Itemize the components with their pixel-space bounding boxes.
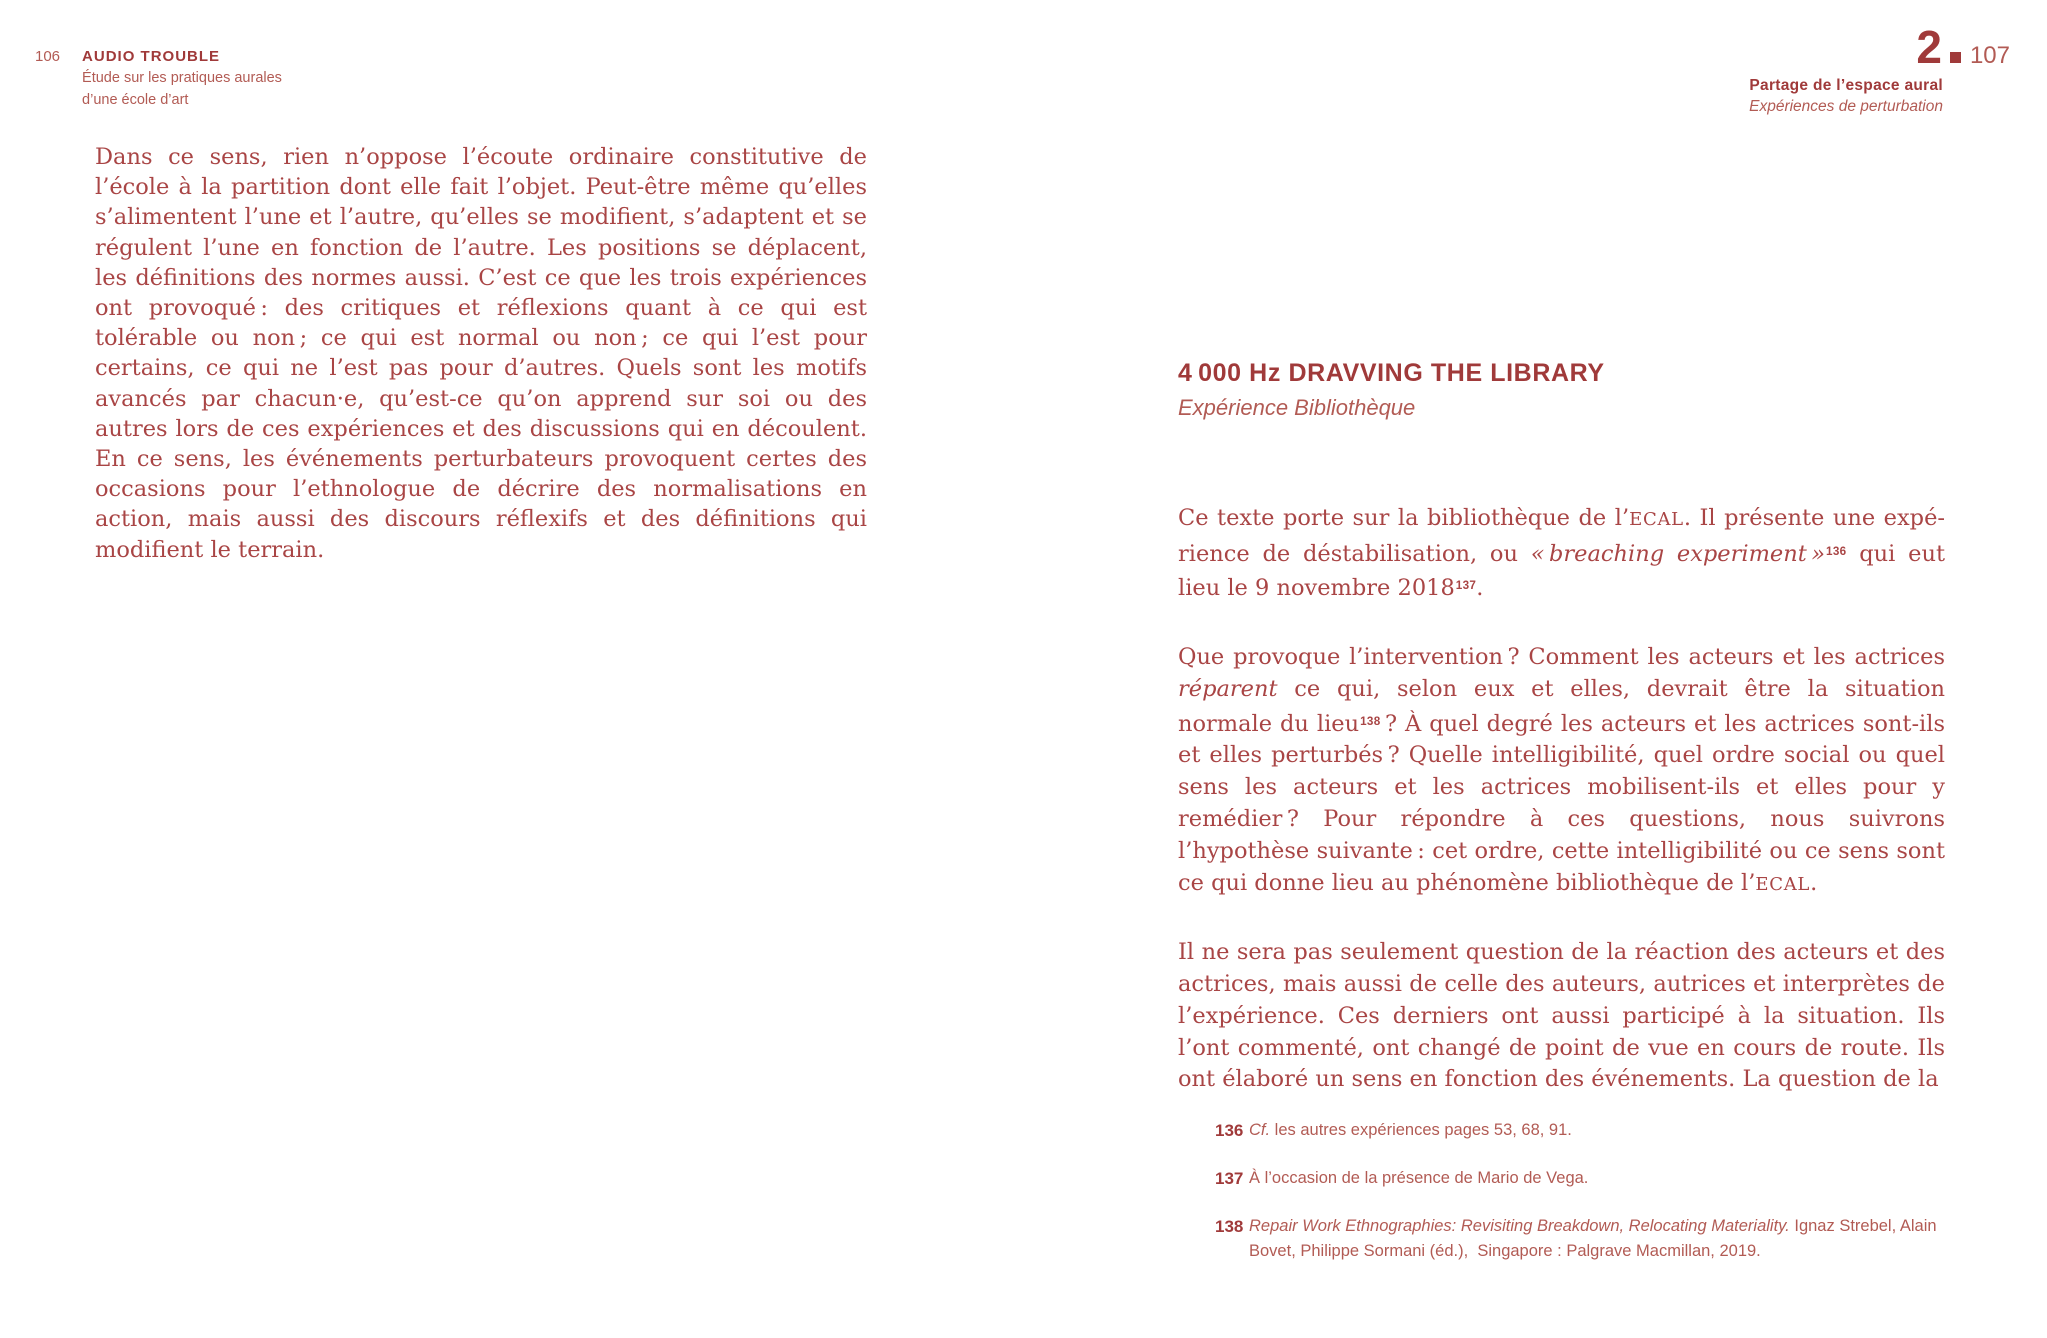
footnote-number: 136 xyxy=(1215,1121,1244,1140)
left-page-number: 106 xyxy=(35,48,61,65)
book-subtitle-line-1: Étude sur les pratiques aurales xyxy=(82,70,282,86)
footnote-138 xyxy=(1215,1214,1955,1264)
footnote-text: Cf. les autres expériences pages 53, 68, 91. xyxy=(1249,1121,1572,1139)
left-header-text xyxy=(82,48,282,110)
chapter-subtitle: Expériences de perturbation xyxy=(1749,98,1943,115)
footnote-text: À l’occasion de la présence de Mario de Vega. xyxy=(1249,1169,1589,1187)
footnotes xyxy=(1215,1118,1955,1287)
right-page-number: 107 xyxy=(1969,42,2010,69)
chapter-title: Partage de l’espace aural xyxy=(1749,77,1943,94)
section-heading: 4 000 Hz DRAVVING THE LIBRARY xyxy=(1178,359,1605,387)
footnote-number: 138 xyxy=(1215,1217,1244,1236)
footnote-137 xyxy=(1215,1166,1955,1191)
left-running-header xyxy=(35,48,282,110)
left-page-paragraph: Dans ce sens, rien n’oppose l’écoute ordinaire constitutive de l’école à la partition dont elle fait l’objet. Peut-être même qu’elles s’alimentent l’une et l’autre, qu’elles se modifient, s’adaptent et se régulent l’une en fonction de l’autre. Les positions se déplacent, les définitions des normes aussi. C’est ce que les trois expériences ont provoqué : des critiques et réflexions quant à ce qui est tolérable ou non ; ce qui est normal ou non ; ce qui l’est pour certains, ce qui ne l’est pas pour d’autres. Quels sont les motifs avancés par chacun·e, qu’est-ce qu’on apprend sur soi ou des autres lors de ces expériences et des discussions qui en découlent. En ce sens, les événements perturbateurs provoquent certes des occasions pour l’ethnologue de décrire des normalisations en action, mais aussi des discours réflexifs et des définitions qui modifient le terrain. xyxy=(95,144,867,563)
footnote-136 xyxy=(1215,1118,1955,1143)
right-page-body xyxy=(1178,503,1945,1133)
right-paragraph-2: Que provoque l’intervention ? Comment les acteurs et les actrices réparent ce qui, selon eux et elles, devrait être la situation normale du lieu$^{138}$ ? À quel degré les acteurs et les actrices sont-ils et elles perturbés ? Quelle intelligibilité, quel ordre social ou quel sens les acteurs et les actrices mobilisent-ils et elles pour y remédier ? Pour répondre à ces questions, nous suivrons l’hypothèse suivante : cet ordre, cette intelligibilité ou ce sens sont ce qui donne lieu au phénomène bibliothèque de l’ECAL. xyxy=(1178,644,1945,896)
footnote-text: Repair Work Ethnographies: Revisiting Breakdown, Relocating Materiality. Ignaz Strebel, Alain Bovet, Philippe Sormani (éd.), Singapore : Palgrave Macmillan, 2019. xyxy=(1249,1217,1937,1260)
book-title: AUDIO TROUBLE xyxy=(82,48,221,65)
footnote-number: 137 xyxy=(1215,1169,1244,1188)
chapter-number-dot xyxy=(1950,52,1961,63)
book-subtitle-line-2: d’une école d’art xyxy=(82,92,189,108)
right-paragraph-1: Ce texte porte sur la bibliothèque de l’ECAL. Il présente une expérience de déstabilisation, ou « breaching experiment »$^{136}$ qui eut lieu le 9 novembre 2018$^{137}$. xyxy=(1178,505,1945,602)
right-paragraph-3: Il ne sera pas seulement question de la réaction des acteurs et des actrices, mais aussi de celle des auteurs, autrices et interprètes de l’expérience. Ces derniers ont aussi participé à la situation. Ils l’ont commenté, ont changé de point de vue en cours de route. Ils ont élaboré un sens en fonction des événements. La question de la xyxy=(1178,939,1945,1093)
chapter-number-line xyxy=(1749,21,2010,73)
section-header xyxy=(1178,358,1958,421)
right-running-header xyxy=(1749,21,2010,116)
chapter-number: 2 xyxy=(1916,21,1942,73)
section-subheading: Expérience Bibliothèque xyxy=(1178,395,1416,420)
